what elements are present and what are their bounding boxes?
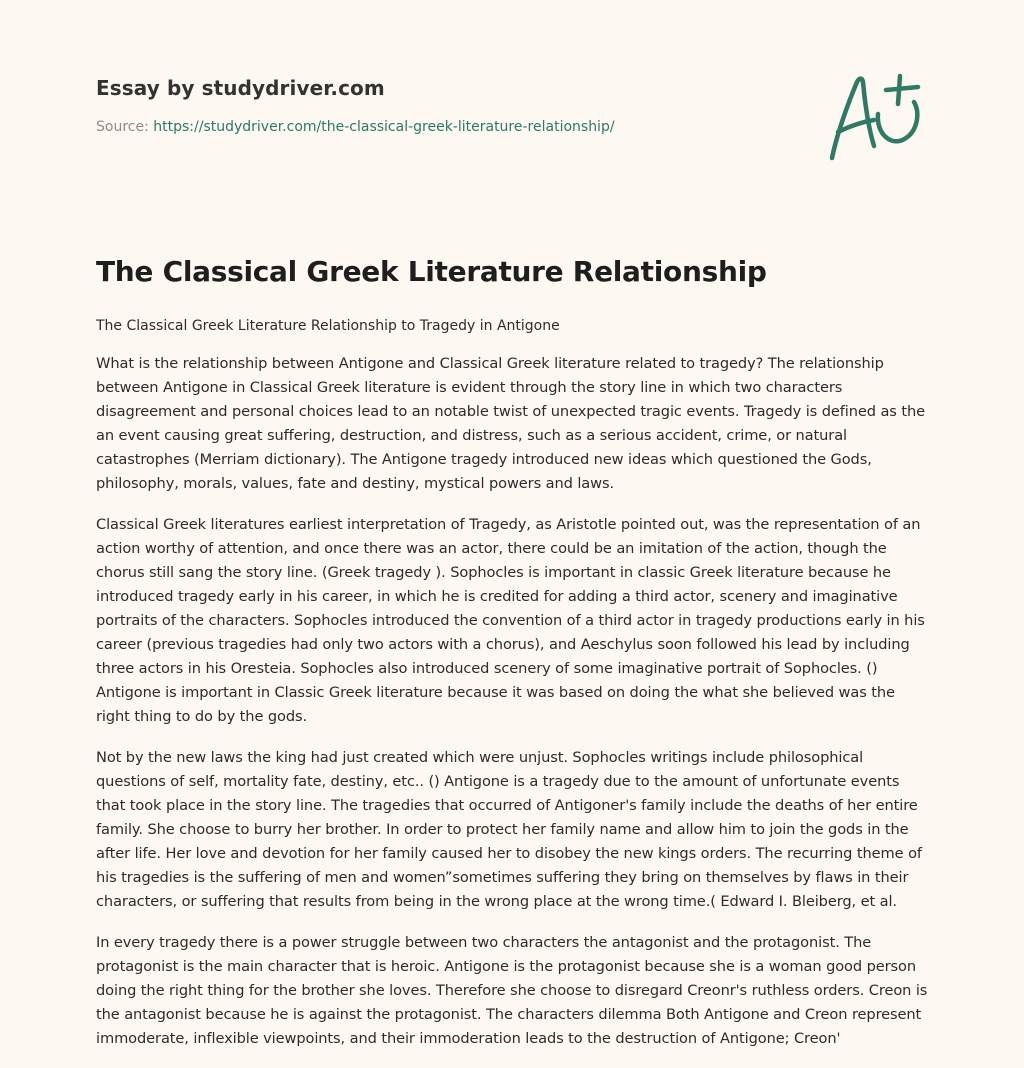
essay-body <box>96 352 932 1068</box>
a-plus-logo-icon <box>822 68 926 164</box>
body-paragraph: Classical Greek literatures earliest interpretation of Tragedy, as Aristotle pointed out, was the representation of an action worthy of attention, and once there was an actor, there could be an imitation of the action, though the chorus still sang the story line. (Greek tragedy ). Sophocles is important in classic Greek literature because he introduced tragedy early in his career, in which he is credited for adding a third actor, scenery and imaginative portraits of the characters. Sophocles introduced the convention of a third actor in tragedy productions early in his career (previous tragedies had only two actors with a chorus), and Aeschylus soon followed his lead by including three actors in his Oresteia. Sophocles also introduced scenery of some imaginative portrait of Sophocles. () Antigone is important in Classic Greek literature because it was based on doing the what she believed was the right thing to do by the gods. <box>96 516 925 725</box>
body-paragraph: What is the relationship between Antigone and Classical Greek literature related to tragedy? The relationship between Antigone in Classical Greek literature is evident through the story line in which two characters disagreement and personal choices lead to an notable twist of unexpected tragic events. Tragedy is defined as the an event causing great suffering, destruction, and distress, such as a serious accident, crime, or natural catastrophes (Merriam dictionary). The Antigone tragedy introduced new ideas which questioned the Gods, philosophy, morals, values, fate and destiny, mystical powers and laws. <box>96 355 925 492</box>
brand-title: Essay by studydriver.com <box>96 76 385 100</box>
body-paragraph: Not by the new laws the king had just created which were unjust. Sophocles writings include philosophical questions of self, mortality fate, destiny, etc.. () Antigone is a tragedy due to the amount of unfortunate events that took place in the story line. The tragedies that occurred of Antigoner's family include the deaths of her entire family. She choose to burry her brother. In order to protect her family name and allow him to join the gods in the after life. Her love and devotion for her family caused her to disobey the new kings orders. The recurring theme of his tragedies is the suffering of men and women”sometimes suffering they bring on themselves by flaws in their characters, or suffering that results from being in the wrong place at the wrong time.( Edward I. Bleiberg, et al. <box>96 749 922 910</box>
essay-title: The Classical Greek Literature Relationship <box>96 255 767 288</box>
source-link[interactable]: https://studydriver.com/the-classical-greek-literature-relationship/ <box>153 119 615 135</box>
source-line <box>96 119 796 135</box>
body-paragraph: In every tragedy there is a power struggle between two characters the antagonist and the protagonist. The protagonist is the main character that is heroic. Antigone is the protagonist because she is a woman good person doing the right thing for the brother she loves. Therefore she choose to disregard Creonr's ruthless orders. Creon is the antagonist because he is against the protagonist. The characters dilemma Both Antigone and Creon represent immoderate, inflexible viewpoints, and their immoderation leads to the destruction of Antigone; Creon' <box>96 934 928 1047</box>
essay-header <box>96 76 796 135</box>
source-label: Source: <box>96 119 149 135</box>
essay-subtitle: The Classical Greek Literature Relationship to Tragedy in Antigone <box>96 318 560 334</box>
